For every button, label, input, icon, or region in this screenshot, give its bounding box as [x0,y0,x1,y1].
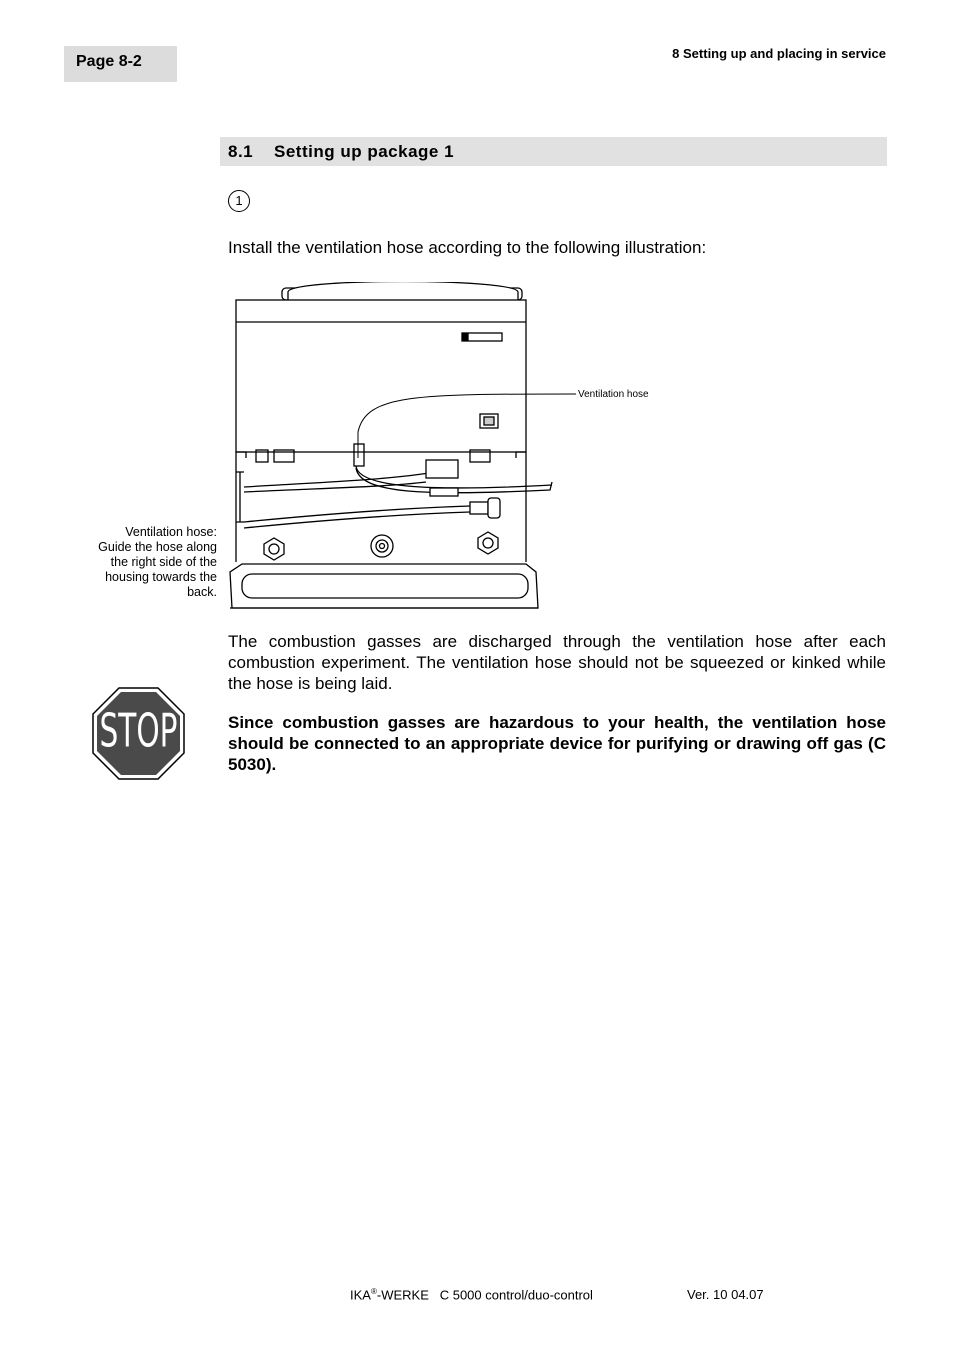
side-note-line: back. [187,585,217,599]
page-number-tab: Page 8-2 [64,46,177,82]
intro-text: Install the ventilation hose according to the following illustration: [228,238,707,257]
side-note-line: Ventilation hose: [125,525,217,539]
stop-sign-icon [92,687,185,780]
device-illustration [226,282,666,614]
footer-brand [350,1287,593,1302]
stop-sign-label: STOP [99,704,178,758]
footer-version: Ver. 10 04.07 [687,1287,764,1302]
section-heading [220,137,887,166]
footer-product: -WERKE C 5000 control/duo-control [376,1287,593,1303]
chapter-title: 8 Setting up and placing in service [672,46,886,61]
side-note-line: housing towards the [105,570,217,584]
callout-label: Ventilation hose [578,389,649,400]
footer-brand-name: IKA [350,1287,371,1303]
registered-mark: ® [370,1287,377,1296]
section-number: 8.1 [228,142,254,161]
step-number-marker: 1 [228,190,250,212]
body-paragraph: The combustion gasses are discharged through the ventilation hose after each combustion experiment. The ventilation hose should not be squeezed or kinked while the hose is being laid. [228,632,886,693]
section-title: Setting up package 1 [274,142,455,161]
side-note-line: the right side of the [110,555,217,569]
warning-text: Since combustion gasses are hazardous to your health, the ventilation hose should be connected to an appropriate device for purifying or drawing off gas (C 5030). [228,713,886,774]
side-note-line: Guide the hose along [98,540,217,554]
side-note [72,525,217,600]
